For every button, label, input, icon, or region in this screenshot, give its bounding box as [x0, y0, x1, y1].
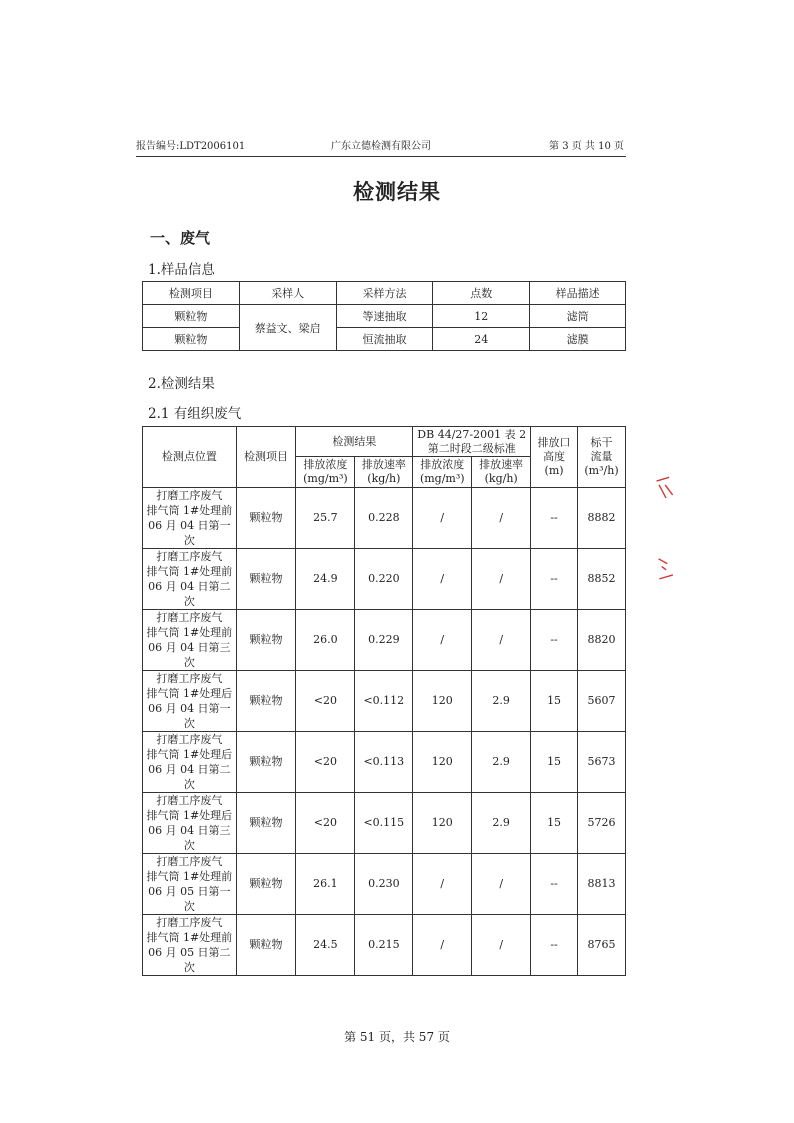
table-row: [143, 854, 626, 915]
cell-std-conc: 120: [413, 793, 472, 854]
standard-line-1: DB 44/27-2001 表 2: [417, 427, 527, 441]
table-header-row: [143, 427, 626, 457]
cell-desc: 滤膜: [530, 328, 626, 351]
location-line: 排气筒 1#处理后: [146, 748, 233, 761]
table-header-row: [143, 282, 626, 305]
cell-location: [143, 854, 237, 915]
location-line: 打磨工序废气: [156, 916, 223, 929]
table-row: [143, 732, 626, 793]
location-line: 排气筒 1#处理后: [146, 809, 233, 822]
cell-location: [143, 671, 237, 732]
cell-std-rate: 2.9: [472, 671, 531, 732]
organized-gas-title: 2.1 有组织废气: [148, 406, 242, 422]
cell-flow: 8882: [578, 488, 626, 549]
page-footer: 第 51 页，共 57 页: [344, 1030, 450, 1044]
table-row: [143, 549, 626, 610]
cell-rate: <0.112: [355, 671, 413, 732]
results-body: [143, 488, 626, 976]
outlet-line-3: (m): [544, 464, 564, 477]
cell-std-rate: /: [472, 610, 531, 671]
location-line: 打磨工序废气: [156, 794, 223, 807]
location-line: 06 月 05 日第二次: [148, 946, 231, 974]
results-table: [142, 426, 626, 976]
cell-height: --: [531, 610, 578, 671]
cell-std-conc: 120: [413, 671, 472, 732]
cell-method: 等速抽取: [336, 305, 433, 328]
location-line: 06 月 04 日第三次: [148, 824, 231, 852]
cell-std-conc: /: [413, 610, 472, 671]
cell-location: [143, 793, 237, 854]
location-line: 排气筒 1#处理前: [146, 626, 233, 639]
page-title: 检测结果: [353, 179, 441, 204]
cell-conc: 26.1: [296, 854, 355, 915]
header-std-conc: [413, 457, 472, 488]
cell-rate: <0.115: [355, 793, 413, 854]
std-rate-label: 排放速率: [479, 458, 524, 471]
cell-item: 颗粒物: [236, 549, 296, 610]
flow-line-3: (m³/h): [584, 464, 619, 477]
header-std-rate: [472, 457, 531, 488]
cell-method: 恒流抽取: [336, 328, 433, 351]
cell-std-conc: /: [413, 854, 472, 915]
cell-conc: 25.7: [296, 488, 355, 549]
location-line: 排气筒 1#处理前: [146, 565, 233, 578]
cell-height: 15: [531, 793, 578, 854]
location-line: 排气筒 1#处理前: [146, 870, 233, 883]
cell-rate: 0.229: [355, 610, 413, 671]
section-title: 一、废气: [150, 229, 211, 247]
cell-item: 颗粒物: [236, 610, 296, 671]
rate-unit: (kg/h): [367, 472, 401, 485]
outlet-line-1: 排放口: [537, 436, 571, 449]
cell-height: --: [531, 549, 578, 610]
cell-height: --: [531, 854, 578, 915]
table-row: [143, 793, 626, 854]
location-line: 06 月 04 日第一次: [148, 519, 231, 547]
location-line: 06 月 04 日第二次: [148, 580, 231, 608]
cell-item: 颗粒物: [236, 732, 296, 793]
header-cell: 检测项目: [143, 282, 240, 305]
cell-location: [143, 915, 237, 976]
cell-desc: 滤筒: [530, 305, 626, 328]
sample-info-table: [142, 281, 626, 351]
location-line: 排气筒 1#处理前: [146, 504, 233, 517]
cell-std-conc: 120: [413, 732, 472, 793]
table-row: [143, 671, 626, 732]
cell-flow: 5607: [578, 671, 626, 732]
outlet-line-2: 高度: [543, 450, 566, 463]
report-number: 报告编号:LDT2006101: [136, 141, 246, 152]
cell-std-conc: /: [413, 488, 472, 549]
cell-location: [143, 610, 237, 671]
header-rate: [355, 457, 413, 488]
cell-rate: 0.230: [355, 854, 413, 915]
cell-conc: <20: [296, 732, 355, 793]
location-line: 打磨工序废气: [156, 550, 223, 563]
cell-points: 24: [433, 328, 530, 351]
cell-std-rate: /: [472, 488, 531, 549]
page-header: [136, 140, 626, 157]
cell-conc: 24.9: [296, 549, 355, 610]
cell-std-conc: /: [413, 549, 472, 610]
results-title: 2.检测结果: [148, 376, 215, 392]
cell-rate: 0.220: [355, 549, 413, 610]
cell-flow: 8765: [578, 915, 626, 976]
location-line: 打磨工序废气: [156, 672, 223, 685]
conc-unit: (mg/m³): [303, 472, 348, 485]
std-rate-unit: (kg/h): [484, 472, 518, 485]
cell-std-rate: /: [472, 549, 531, 610]
cell-flow: 8813: [578, 854, 626, 915]
cell-location: [143, 549, 237, 610]
conc-label: 排放浓度: [303, 458, 348, 471]
cell-rate: <0.113: [355, 732, 413, 793]
header-cell: 点数: [433, 282, 530, 305]
std-conc-unit: (mg/m³): [419, 472, 465, 485]
cell-item: 颗粒物: [143, 328, 240, 351]
location-line: 排气筒 1#处理后: [146, 687, 233, 700]
cell-std-rate: 2.9: [472, 732, 531, 793]
cell-std-rate: /: [472, 915, 531, 976]
cell-conc: <20: [296, 793, 355, 854]
table-row: [143, 328, 626, 351]
location-line: 06 月 05 日第一次: [148, 885, 231, 913]
location-line: 06 月 04 日第一次: [148, 702, 231, 730]
cell-points: 12: [433, 305, 530, 328]
cell-item: 颗粒物: [143, 305, 240, 328]
header-cell: 样品描述: [530, 282, 626, 305]
header-outlet-height: [531, 427, 578, 488]
cell-conc: 26.0: [296, 610, 355, 671]
standard-line-2: 第二时段二级标准: [427, 441, 516, 455]
cell-item: 颗粒物: [236, 671, 296, 732]
header-item: 检测项目: [236, 427, 296, 488]
cell-item: 颗粒物: [236, 793, 296, 854]
sample-info-title: 1.样品信息: [148, 262, 215, 278]
cell-item: 颗粒物: [236, 488, 296, 549]
header-standard: [413, 427, 531, 457]
cell-sampler: 蔡益文、梁启: [239, 305, 336, 351]
location-line: 打磨工序废气: [156, 855, 223, 868]
cell-flow: 5726: [578, 793, 626, 854]
table-row: [143, 915, 626, 976]
flow-line-1: 标干: [590, 436, 613, 449]
cell-flow: 5673: [578, 732, 626, 793]
header-flow: [578, 427, 626, 488]
stamp-fragment: [654, 551, 677, 587]
cell-std-rate: 2.9: [472, 793, 531, 854]
header-cell: 采样方法: [336, 282, 433, 305]
table-row: [143, 488, 626, 549]
cell-std-rate: /: [472, 854, 531, 915]
location-line: 06 月 04 日第二次: [148, 763, 231, 791]
cell-std-conc: /: [413, 915, 472, 976]
cell-conc: 24.5: [296, 915, 355, 976]
cell-conc: <20: [296, 671, 355, 732]
header-conc: [296, 457, 355, 488]
location-line: 打磨工序废气: [156, 489, 223, 502]
header-cell: 采样人: [239, 282, 336, 305]
cell-height: 15: [531, 671, 578, 732]
cell-rate: 0.215: [355, 915, 413, 976]
table-row: [143, 610, 626, 671]
header-page-number: 第 3 页 共 10 页: [549, 141, 624, 152]
cell-height: --: [531, 488, 578, 549]
cell-item: 颗粒物: [236, 915, 296, 976]
location-line: 排气筒 1#处理前: [146, 931, 233, 944]
company-name: 广东立德检测有限公司: [331, 141, 431, 152]
location-line: 打磨工序废气: [156, 733, 223, 746]
cell-location: [143, 732, 237, 793]
cell-height: 15: [531, 732, 578, 793]
location-line: 06 月 04 日第三次: [148, 641, 231, 669]
cell-flow: 8852: [578, 549, 626, 610]
header-results: 检测结果: [296, 427, 413, 457]
cell-height: --: [531, 915, 578, 976]
std-conc-label: 排放浓度: [420, 458, 465, 471]
rate-label: 排放速率: [361, 458, 406, 471]
cell-location: [143, 488, 237, 549]
table-row: [143, 305, 626, 328]
header-location: 检测点位置: [143, 427, 237, 488]
stamp-fragment: [654, 475, 676, 507]
flow-line-2: 流量: [590, 450, 613, 463]
cell-item: 颗粒物: [236, 854, 296, 915]
cell-rate: 0.228: [355, 488, 413, 549]
location-line: 打磨工序废气: [156, 611, 223, 624]
cell-flow: 8820: [578, 610, 626, 671]
